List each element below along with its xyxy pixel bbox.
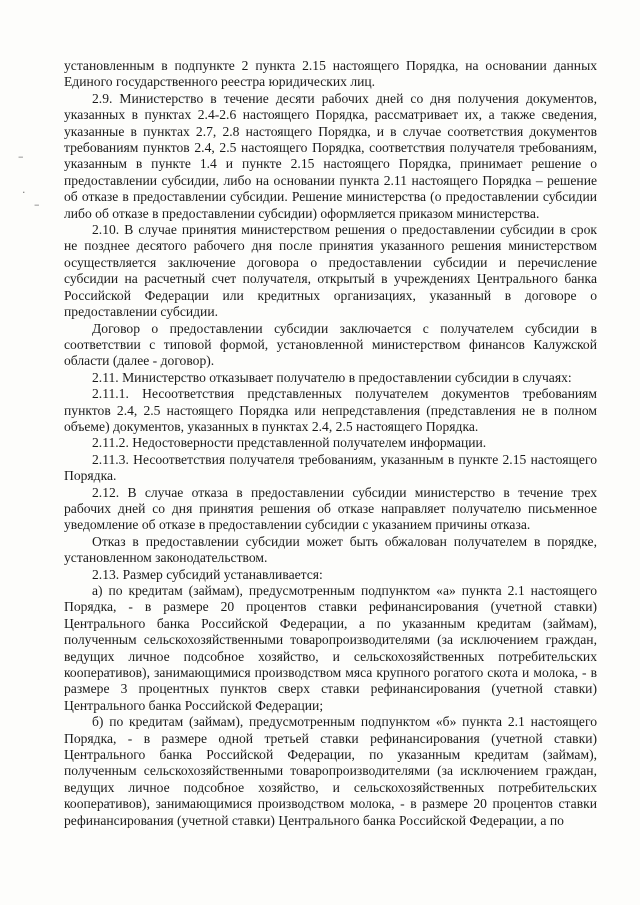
paragraph: 2.11.1. Несоответствия представленных получателем документов требованиям пунктов 2.4, 2.5 настоящего Порядка или непредставления (представления не в полном объеме) документов, указанных в пунктах 2.4, 2.5 настоящего Порядка. [64, 386, 597, 434]
paragraph: 2.13. Размер субсидий устанавливается: [92, 566, 323, 582]
paragraph: 2.9. Министерство в течение десяти рабочих дней со дня получения документов, указанных в пунктах 2.4-2.6 настоящего Порядка, рассматривает их, а также сведения, указанные в пунктах 2.7, 2.8 настоящего Порядка, и в случае соответствия документов требованиям пунктов 2.4, 2.5 настоящего Порядка, соответствия получателя требованиям, указанным в пункте 1.4 и пункте 2.15 настоящего Порядка, принимает решение о предоставлении субсидии, либо на основании пункта 2.11 настоящего Порядка – решение об отказе в предоставлении субсидии. Решение министерства (о предоставлении субсидии либо об отказе в предоставлении субсидии) оформляется приказом министерства. [64, 90, 597, 221]
paragraph: 2.11.2. Недостоверности представленной получателем информации. [92, 435, 487, 451]
paragraph: 2.12. В случае отказа в предоставлении субсидии министерство в течение трех рабочих дней со дня принятия решения об отказе направляет получателю письменное уведомление об отказе в предоставлении субсидии с указанием причины отказа. [64, 484, 597, 533]
paragraph: 2.11.3. Несоответствия получателя требованиям, указанным в пункте 2.15 настоящего Порядка. [64, 451, 597, 484]
margin-mark: – [34, 198, 40, 211]
paragraph: Договор о предоставлении субсидии заключается с получателем субсидии в соответствии с типовой формой, установленной министерством финансов Калужской области (далее - договор). [64, 320, 597, 369]
paragraph: 2.10. В случае принятия министерством решения о предоставлении субсидии в срок не позднее десятого рабочего дня после принятия указанного решения министерством осуществляется заключение договора о предоставлении субсидии и перечисление субсидии на расчетный счет получателя, открытый в учреждениях Центрального банка Российской Федерации или кредитных организациях, указанный в договоре о предоставлении субсидии. [64, 222, 597, 320]
paragraph: б) по кредитам (займам), предусмотренным подпунктом «б» пункта 2.1 настоящего Порядка, - в размере одной третьей ставки рефинансирования (учетной ставки) Центрального банка Российской Федерации, по указанным кредитам (займам), полученным сельскохозяйственными товаропроизводителями (за исключением граждан, ведущих личное подсобное хозяйство, и сельскохозяйственных потребительских кооперативов), занимающимися производством молока, - в размере 20 процентов ставки рефинансирования (учетной ставки) Центрального банка Российской Федерации, а по [64, 714, 597, 828]
margin-mark: – [18, 150, 24, 163]
paragraph: а) по кредитам (займам), предусмотренным подпунктом «а» пункта 2.1 настоящего Порядка, - в размере 20 процентов ставки рефинансирования (учетной ставки) Центрального банка Российской Федерации, а по указанным кредитам (займам), полученным сельскохозяйственными товаропроизводителями (за исключением граждан, ведущих личное подсобное хозяйство, и сельскохозяйственных потребительских кооперативов), занимающимися производством мяса крупного рогатого скота и молока, - в размере 3 процентных пунктов сверх ставки рефинансирования (учетной ставки) Центрального банка Российской Федерации; [64, 583, 597, 713]
paragraph: установленным в подпункте 2 пункта 2.15 настоящего Порядка, на основании данных Единого государственного реестра юридических лиц. [64, 58, 597, 90]
paragraph: Отказ в предоставлении субсидии может быть обжалован получателем в порядке, установленном законодательством. [64, 533, 597, 566]
paragraph: 2.11. Министерство отказывает получателю в предоставлении субсидии в случаях: [92, 369, 572, 385]
margin-mark: · [22, 186, 26, 199]
document-body [64, 58, 597, 829]
